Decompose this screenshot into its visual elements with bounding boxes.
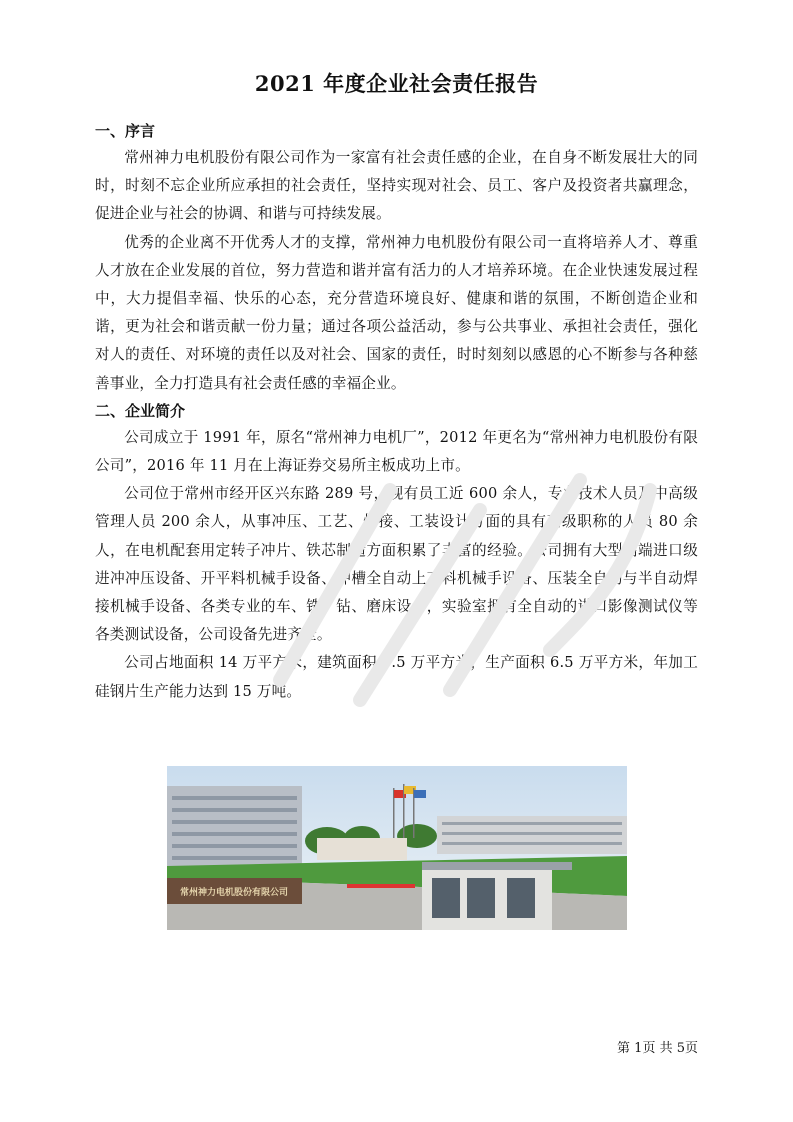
document-title: 2021 年度企业社会责任报告	[254, 71, 539, 96]
page-footer: 第 1页 共 5页	[617, 1041, 698, 1056]
section-heading-company-profile: 二、企业简介	[95, 401, 186, 420]
paragraph: 公司占地面积 14 万平方米，建筑面积 7.5 万平方米，生产面积 6.5 万平方米，年加工硅钢片生产能力达到 15 万吨。	[95, 654, 698, 700]
paragraph: 优秀的企业离不开优秀人才的支撑，常州神力电机股份有限公司一直将培养人才、尊重人才放在企业发展的首位，努力营造和谐并富有活力的人才培养环境。在企业快速发展过程中，大力提倡幸福、快乐的心态，充分营造环境良好、健康和谐的氛围，不断创造企业和谐，更为社会和谐贡献一份力量；通过各项公益活动，参与公共事业、承担社会责任，强化对人的责任、对环境的责任以及对社会、国家的责任，时时刻刻以感恩的心不断参与各种慈善事业，全力打造具有社会责任感的幸福企业。	[95, 233, 698, 392]
document-body	[95, 118, 698, 706]
paragraph: 公司成立于 1991 年，原名“常州神力电机厂”，2012 年更名为“常州神力电机股份有限公司”，2016 年 11 月在上海证券交易所主板成功上市。	[95, 428, 698, 475]
paragraph: 常州神力电机股份有限公司作为一家富有社会责任感的企业，在自身不断发展壮大的同时，时刻不忘企业所应承担的社会责任，坚持实现对社会、员工、客户及投资者共赢理念，促进企业与社会的协调、和谐与可持续发展。	[95, 149, 698, 223]
factory-sign-text: 常州神力电机股份有限公司	[179, 888, 289, 898]
factory-photo	[167, 766, 627, 930]
paragraph: 公司位于常州市经开区兴东路 289 号，现有员工近 600 余人，专业技术人员及中高级管理人员 200 余人，从事冲压、工艺、焊接、工装设计方面的具有高级职称的人员 80 余人，在电机配套用定转子冲片、铁芯制造方面积累了丰富的经验。公司拥有大型高端进口级进冲冲压设备、开平料机械手设备、冲槽全自动上下料机械手设备、压装全自动与半自动焊接机械手设备、各类专业的车、铣、钻、磨床设备，实验室拥有全自动的进口影像测试仪等各类测试设备，公司设备先进齐全。	[95, 485, 698, 644]
section-heading-preface: 一、序言	[95, 122, 156, 140]
